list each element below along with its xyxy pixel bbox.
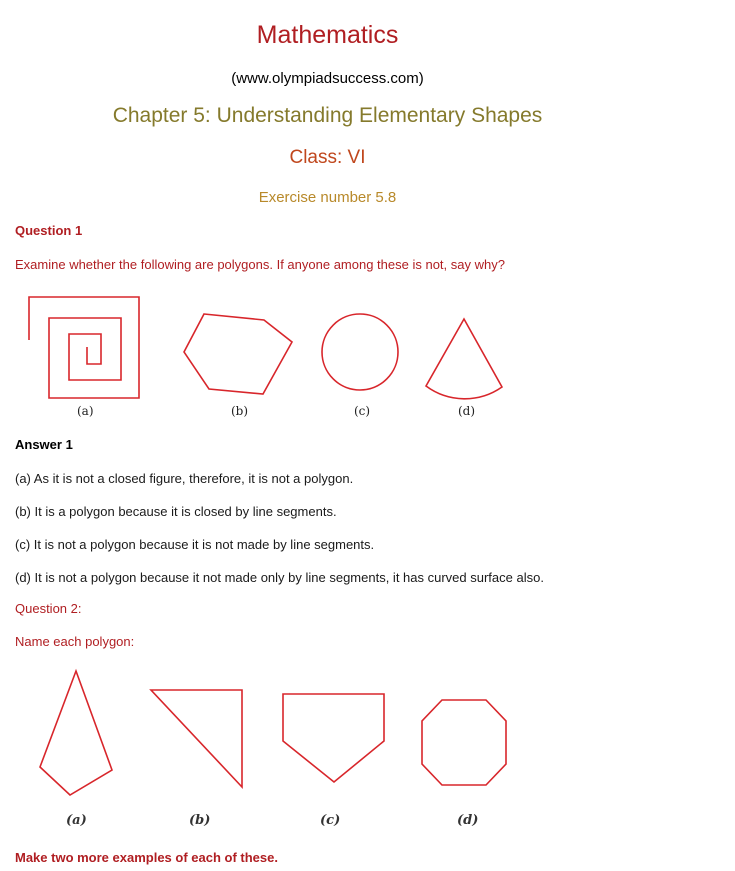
octagon-shape bbox=[422, 700, 506, 785]
open-spiral-shape bbox=[29, 297, 139, 398]
answer-line-a: (a) As it is not a closed figure, therefore, it is not a polygon. bbox=[15, 471, 354, 486]
sector-shape bbox=[426, 319, 502, 399]
question-1-figure bbox=[0, 285, 520, 425]
figure-label-a: (a) bbox=[66, 813, 87, 828]
question-1-heading: Question 1 bbox=[15, 223, 83, 238]
answer-line-c: (c) It is not a polygon because it is not made by line segments. bbox=[15, 537, 375, 552]
hexagon-shape bbox=[184, 314, 292, 394]
website-link[interactable]: (www.olympiadsuccess.com) bbox=[231, 70, 424, 87]
figure-label-c: (c) bbox=[354, 404, 371, 418]
answer-line-d: (d) It is not a polygon because it not made only by line segments, it has curved surface also. bbox=[15, 570, 544, 585]
question-2-figure bbox=[0, 665, 520, 835]
question-2-footer: Make two more examples of each of these. bbox=[15, 850, 278, 865]
right-triangle-shape bbox=[151, 690, 242, 787]
answer-1-heading: Answer 1 bbox=[15, 437, 73, 452]
figure-label-b: (b) bbox=[231, 404, 249, 418]
figure-label-a: (a) bbox=[77, 404, 94, 418]
figure-label-d: (d) bbox=[457, 813, 479, 828]
pentagon-shape bbox=[283, 694, 384, 782]
circle-shape bbox=[322, 314, 398, 390]
question-2-heading: Question 2: bbox=[15, 601, 82, 616]
answer-line-b: (b) It is a polygon because it is closed by line segments. bbox=[15, 504, 337, 519]
question-2-text: Name each polygon: bbox=[15, 634, 135, 649]
page-title: Mathematics bbox=[256, 21, 399, 49]
figure-label-d: (d) bbox=[458, 404, 476, 418]
kite-shape bbox=[40, 671, 112, 795]
exercise-label: Exercise number 5.8 bbox=[258, 189, 397, 206]
question-1-text: Examine whether the following are polygons. If anyone among these is not, say why? bbox=[15, 257, 505, 272]
figure-label-c: (c) bbox=[320, 813, 341, 828]
class-label: Class: VI bbox=[289, 147, 366, 168]
chapter-title: Chapter 5: Understanding Elementary Shapes bbox=[112, 104, 543, 127]
figure-label-b: (b) bbox=[189, 813, 211, 828]
